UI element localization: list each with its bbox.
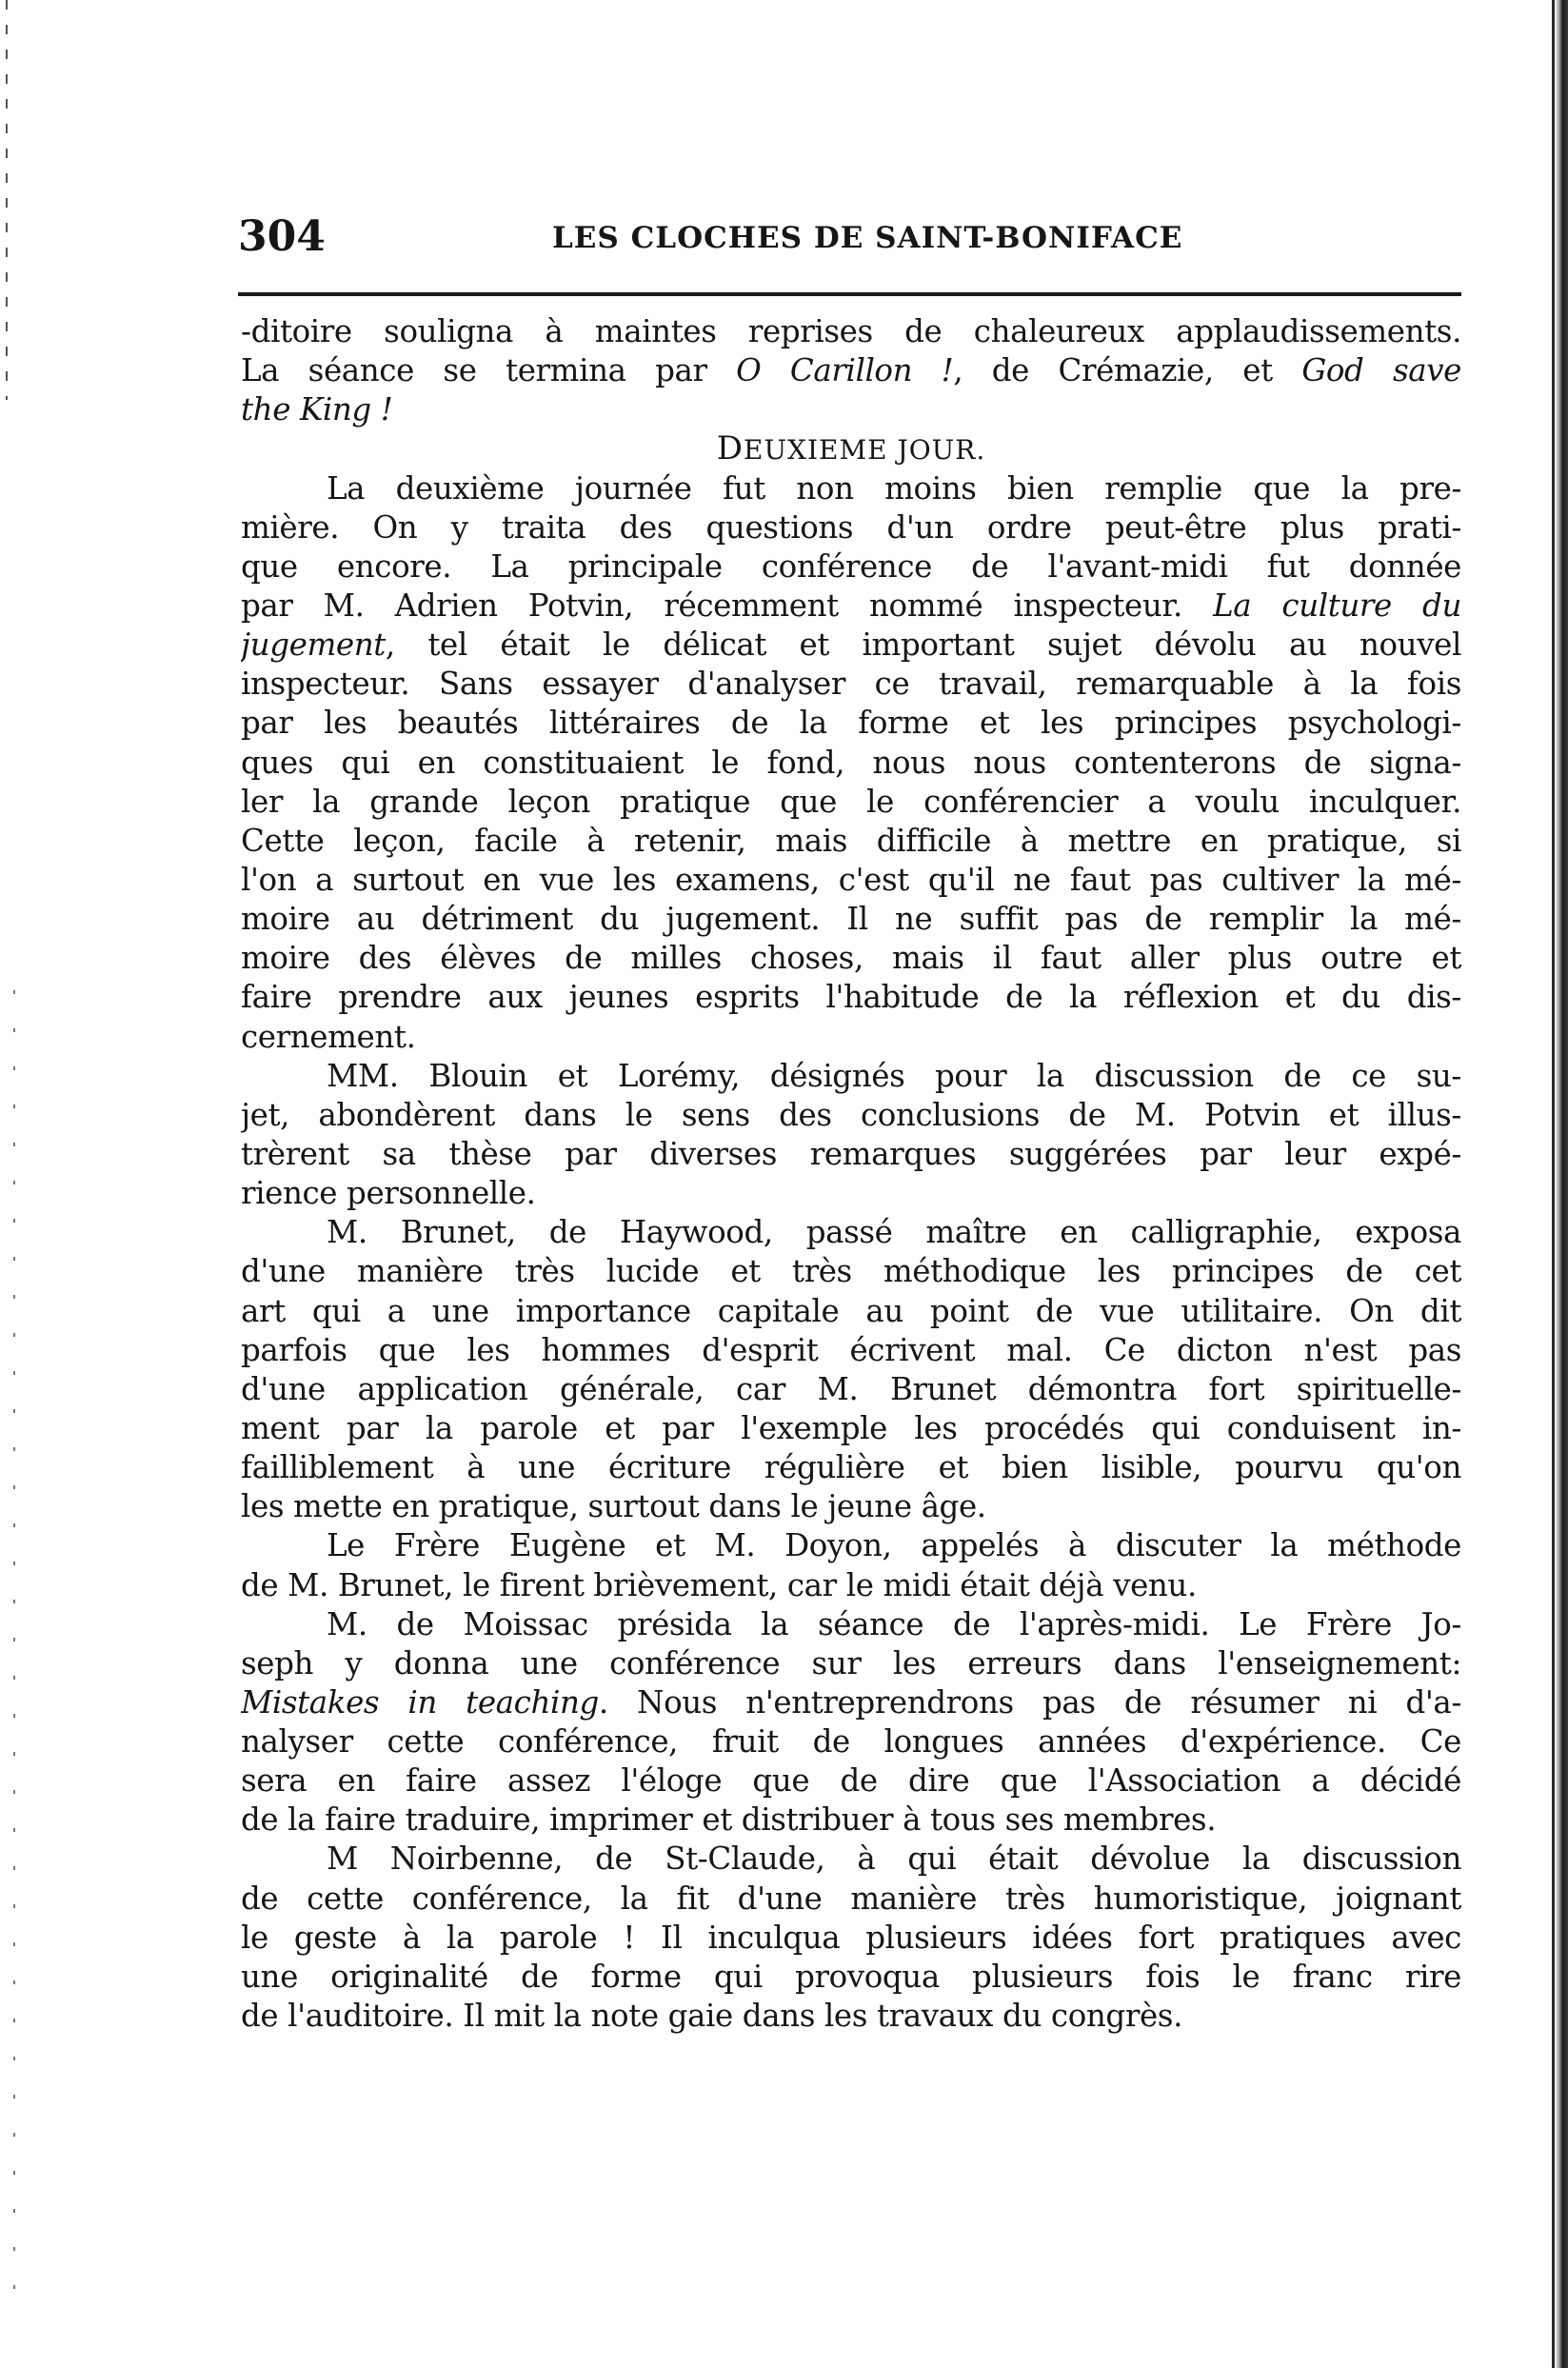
text-run: mière. On y traita des questions d'un ordre peut-être plus prati- [241,508,1461,546]
page-header [238,211,1466,269]
text-line [241,704,1461,743]
text-run: , tel était le délicat et important sujet dévolu au nouvel [385,627,1461,664]
italic-text: La culture du [1213,587,1461,624]
text-line [241,1135,1461,1174]
italic-text: God save [1301,352,1461,389]
text-run: de M. Brunet, le firent brièvement, car le midi était déjà venu. [241,1566,1197,1603]
text-run: jet, abondèrent dans le sens des conclusions de M. Potvin et illus- [241,1096,1461,1133]
text-line [241,1919,1461,1958]
text-line [241,1057,1461,1096]
text-line [241,587,1461,626]
text-run: Cette leçon, facile à retenir, mais difficile à mettre en pratique, si [241,822,1461,859]
text-run: cernement. [241,1018,416,1055]
text-run: l'on a surtout en vue les examens, c'est qu'il ne faut pas cultiver la mé- [241,861,1461,898]
italic-text: Mistakes in teaching [241,1683,599,1721]
text-line [241,1096,1461,1135]
text-run: de l'auditoire. Il mit la note gaie dans les travaux du congrès. [241,1998,1182,2035]
text-run: moire des élèves de milles choses, mais il faut aller plus outre et [241,940,1461,977]
text-run: ques qui en constituaient le fond, nous nous contenterons de signa- [241,744,1461,781]
text-run: sera en faire assez l'éloge que de dire que l'Association a décidé [241,1762,1461,1800]
text-line [241,351,1461,390]
text-run: La séance se termina par [241,352,737,389]
text-line [241,1801,1461,1840]
text-run: par M. Adrien Potvin, récemment nommé inspecteur. [241,587,1214,624]
text-line [241,508,1461,547]
text-line [241,1252,1461,1291]
text-run: Le Frère Eugène et M. Doyon, appelés à discuter la méthode [327,1527,1461,1564]
text-run: de cette conférence, la fit d'une manière très humoristique, joignant [241,1880,1461,1917]
running-head: LES CLOCHES DE SAINT-BONIFACE [552,221,1183,255]
text-line [241,822,1461,861]
body-text [241,312,1461,2036]
text-line [241,1292,1461,1331]
text-line [241,1644,1461,1683]
text-run: nalyser cette conférence, fruit de longues années d'expérience. Ce [241,1723,1461,1761]
text-line [241,744,1461,783]
text-run: MM. Blouin et Lorémy, désignés pour la discussion de ce su- [327,1057,1461,1094]
text-line [241,1487,1461,1526]
text-line [241,861,1461,900]
text-run: M Noirbenne, de St-Claude, à qui était dévolue la discussion [327,1841,1461,1878]
text-run: de la faire traduire, imprimer et distribuer à tous ses membres. [241,1801,1217,1839]
text-run: rience personnelle. [241,1175,536,1212]
text-line [241,1683,1461,1722]
text-run: les mette en pratique, surtout dans le jeune âge. [241,1488,986,1525]
text-run: art qui a une importance capitale au point de vue utilitaire. On dit [241,1292,1461,1329]
header-rule [238,292,1461,296]
text-line [241,469,1461,508]
text-line [241,1958,1461,1997]
text-line [241,1018,1461,1057]
italic-text: the King ! [241,391,393,428]
italic-text: O Carillon ! [736,352,954,389]
text-line [241,1997,1461,2036]
text-line [241,1448,1461,1487]
text-line [241,939,1461,978]
text-run: D [716,429,744,468]
text-line [241,1174,1461,1213]
text-run: EUXIEME JOUR. [744,434,986,467]
text-run: -ditoire souligna à maintes reprises de chaleureux applaudissements. [241,313,1461,349]
text-run: M. Brunet, de Haywood, passé maître en calligraphie, exposa [327,1214,1461,1251]
text-line [241,978,1461,1017]
text-run: par les beautés littéraires de la forme et les principes psychologi- [241,705,1461,742]
text-run: seph y donna une conférence sur les erreurs dans l'enseignement: [241,1644,1461,1681]
text-line [241,1722,1461,1761]
text-run: inspecteur. Sans essayer d'analyser ce travail, remarquable à la fois [241,666,1461,703]
text-line [241,1605,1461,1644]
text-run: ment par la parole et par l'exemple les procédés qui conduisent in- [241,1409,1461,1446]
text-run: La deuxième journée fut non moins bien remplie que la pre- [327,469,1461,507]
text-line [241,1761,1461,1801]
text-run: une originalité de forme qui provoqua plusieurs fois le franc rire [241,1958,1461,1995]
text-line [241,1840,1461,1879]
text-line [241,783,1461,822]
section-heading [241,429,1461,468]
text-run: d'une manière très lucide et très méthodique les principes de cet [241,1253,1461,1290]
text-line [241,1409,1461,1448]
text-run: le geste à la parole ! Il inculqua plusieurs idées fort pratiques avec [241,1919,1461,1956]
italic-text: jugement [241,627,386,664]
text-run: ler la grande leçon pratique que le conférencier a voulu inculquer. [241,783,1461,820]
text-run: moire au détriment du jugement. Il ne suffit pas de remplir la mé- [241,901,1461,938]
page-right-edge [1555,0,1568,2368]
text-run: failliblement à une écriture régulière et bien lisible, pourvu qu'on [241,1449,1461,1486]
text-line [241,900,1461,939]
text-run: parfois que les hommes d'esprit écrivent mal. Ce dicton n'est pas [241,1331,1461,1368]
text-line [241,312,1461,351]
text-run: trèrent sa thèse par diverses remarques suggérées par leur expé- [241,1135,1461,1172]
text-line [241,1566,1461,1605]
text-line [241,1331,1461,1370]
text-run: , de Crémazie, et [953,352,1302,389]
text-line [241,547,1461,587]
text-line [241,1213,1461,1252]
text-line [241,1526,1461,1565]
text-line [241,390,1461,429]
page-left-edge-specks [13,990,15,2323]
text-line [241,626,1461,665]
text-run: faire prendre aux jeunes esprits l'habitude de la réflexion et du dis- [241,979,1461,1016]
page-number: 304 [238,212,326,261]
text-line [241,1880,1461,1919]
page-left-edge-marks [6,0,8,400]
text-run: que encore. La principale conférence de l'avant-midi fut donnée [241,547,1461,585]
text-line [241,665,1461,704]
text-run: . Nous n'entreprendrons pas de résumer ni d'a- [598,1683,1461,1721]
text-line [241,1370,1461,1409]
text-run: d'une application générale, car M. Brunet démontra fort spirituelle- [241,1370,1461,1407]
text-run: M. de Moissac présida la séance de l'après-midi. Le Frère Jo- [327,1605,1461,1642]
